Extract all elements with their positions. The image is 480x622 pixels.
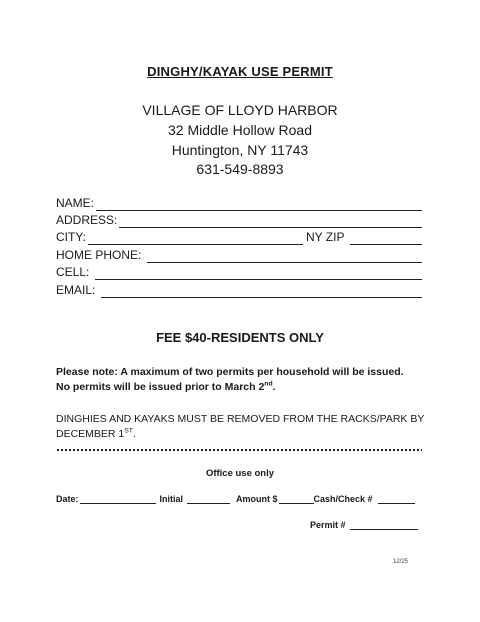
note-line-2-suffix: nd [264, 380, 273, 388]
address-field[interactable] [56, 211, 422, 228]
name-label: NAME: [56, 196, 95, 210]
removal-line-2-period: . [132, 428, 136, 440]
home-phone-label: HOME PHONE: [56, 248, 142, 262]
email-line[interactable] [101, 285, 422, 298]
permit-line[interactable] [350, 520, 418, 530]
initial-line[interactable] [187, 494, 230, 504]
name-line[interactable] [96, 198, 422, 211]
date-label: Date: [56, 494, 79, 504]
form-title: DINGHY/KAYAK USE PERMIT [147, 64, 333, 79]
permit-label: Permit # [310, 520, 346, 530]
fee-heading: FEE $40-RESIDENTS ONLY [156, 330, 324, 345]
home-phone-field[interactable] [56, 246, 422, 263]
cell-line[interactable] [95, 267, 422, 280]
cell-field[interactable] [56, 263, 422, 280]
note-line-1: Please note: A maximum of two permits per household will be issued. [56, 366, 404, 378]
amount-line[interactable] [279, 494, 314, 504]
cash-check-label: Cash/Check # [313, 494, 373, 504]
permit-row [310, 520, 418, 530]
removal-line-2 [56, 428, 136, 440]
address-line-street: 32 Middle Hollow Road [168, 122, 312, 138]
zip-line[interactable] [350, 232, 422, 245]
removal-line-1: DINGHIES AND KAYAKS MUST BE REMOVED FROM THE RACKS/PARK BY [56, 413, 425, 425]
address-line-phone: 631-549-8893 [196, 161, 284, 177]
revision-date: 12/25 [393, 559, 409, 565]
cash-check-line[interactable] [378, 494, 415, 504]
email-label: EMAIL: [56, 283, 96, 297]
address-line-city: Huntington, NY 11743 [171, 142, 309, 158]
office-fields-row [56, 494, 415, 504]
home-phone-line[interactable] [147, 250, 422, 263]
address-line-village: VILLAGE OF LLOYD HARBOR [142, 102, 338, 118]
note-line-2-text: No permits will be issued prior to March 2 [56, 381, 265, 393]
city-line[interactable] [88, 232, 303, 245]
note-line-2-period: . [272, 381, 276, 393]
amount-label: Amount $ [236, 494, 278, 504]
initial-label: Initial [159, 494, 184, 504]
address-label: ADDRESS: [56, 213, 118, 227]
cell-label: CELL: [56, 265, 90, 279]
address-line[interactable] [119, 215, 422, 228]
date-line[interactable] [80, 494, 156, 504]
office-use-heading: Office use only [205, 468, 275, 479]
city-zip-field[interactable] [56, 228, 422, 245]
ny-zip-label: NY ZIP [306, 230, 345, 244]
name-field[interactable] [56, 194, 422, 211]
city-label: CITY: [56, 230, 87, 244]
email-field[interactable] [56, 281, 422, 298]
removal-line-2-suffix: ST [124, 427, 133, 435]
removal-line-2-text: DECEMBER 1 [56, 428, 125, 440]
dotted-separator [56, 448, 422, 452]
note-line-2 [56, 381, 436, 393]
